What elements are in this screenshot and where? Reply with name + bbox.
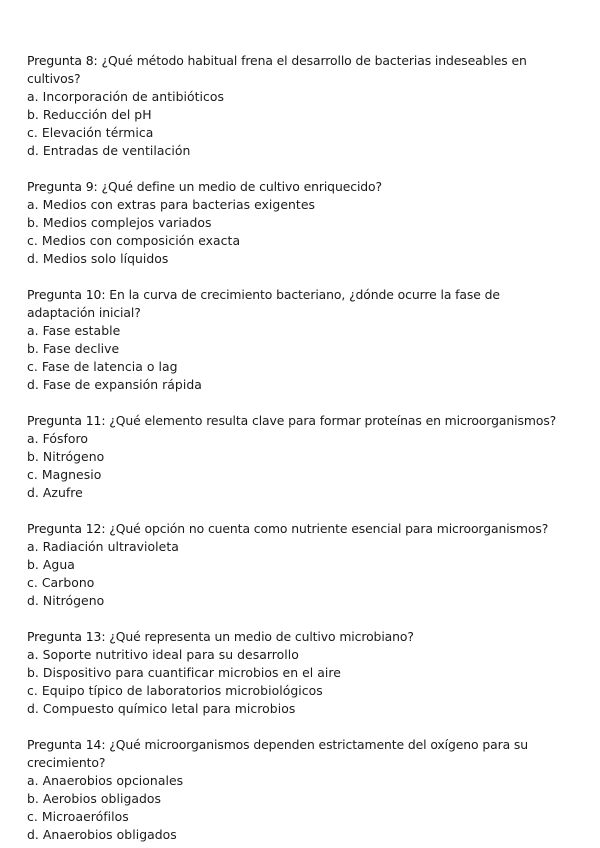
question-text: [27, 736, 570, 772]
question-label: Pregunta 9:: [27, 179, 98, 194]
option-d: d. Medios solo líquidos: [27, 251, 169, 266]
option-a: a. Soporte nutritivo ideal para su desarrollo: [27, 647, 299, 662]
option-list: [27, 196, 570, 268]
question-12: [27, 520, 570, 610]
option-d: d. Nitrógeno: [27, 593, 105, 608]
option-b: b. Nitrógeno: [27, 449, 105, 464]
option-a: a. Anaerobios opcionales: [27, 773, 184, 788]
question-10: [27, 286, 570, 394]
option-c: c. Fase de latencia o lag: [27, 359, 178, 374]
question-body: ¿Qué microorganismos dependen estrictamente del oxígeno para su crecimiento?: [27, 737, 529, 770]
question-body: En la curva de crecimiento bacteriano, ¿dónde ocurre la fase de adaptación inicial?: [27, 287, 500, 320]
option-d: d. Compuesto químico letal para microbios: [27, 701, 296, 716]
option-c: c. Medios con composición exacta: [27, 233, 241, 248]
option-list: [27, 538, 570, 610]
question-8: [27, 52, 570, 160]
option-a: a. Incorporación de antibióticos: [27, 89, 225, 104]
question-body: ¿Qué opción no cuenta como nutriente esencial para microorganismos?: [109, 521, 549, 536]
option-d: d. Anaerobios obligados: [27, 827, 177, 842]
option-list: [27, 88, 570, 160]
option-d: d. Fase de expansión rápida: [27, 377, 202, 392]
question-14: [27, 736, 570, 844]
option-b: b. Medios complejos variados: [27, 215, 212, 230]
question-9: [27, 178, 570, 268]
option-b: b. Dispositivo para cuantificar microbios en el aire: [27, 665, 341, 680]
option-b: b. Aerobios obligados: [27, 791, 162, 806]
question-body: ¿Qué método habitual frena el desarrollo de bacterias indeseables en cultivos?: [27, 53, 527, 86]
option-b: b. Reducción del pH: [27, 107, 152, 122]
question-text: [27, 628, 570, 646]
question-body: ¿Qué representa un medio de cultivo microbiano?: [109, 629, 414, 644]
question-label: Pregunta 10:: [27, 287, 106, 302]
option-a: a. Fase estable: [27, 323, 121, 338]
question-text: [27, 52, 570, 88]
option-b: b. Fase declive: [27, 341, 120, 356]
option-d: d. Entradas de ventilación: [27, 143, 191, 158]
question-13: [27, 628, 570, 718]
option-list: [27, 772, 570, 844]
option-c: c. Elevación térmica: [27, 125, 154, 140]
question-11: [27, 412, 570, 502]
question-text: [27, 286, 570, 322]
option-list: [27, 430, 570, 502]
option-a: a. Radiación ultravioleta: [27, 539, 179, 554]
option-c: c. Equipo típico de laboratorios microbiológicos: [27, 683, 323, 698]
question-body: ¿Qué define un medio de cultivo enriquecido?: [101, 179, 383, 194]
question-body: ¿Qué elemento resulta clave para formar proteínas en microorganismos?: [109, 413, 557, 428]
option-a: a. Medios con extras para bacterias exigentes: [27, 197, 315, 212]
question-label: Pregunta 14:: [27, 737, 106, 752]
question-text: [27, 520, 570, 538]
question-text: [27, 178, 570, 196]
option-d: d. Azufre: [27, 485, 83, 500]
question-label: Pregunta 12:: [27, 521, 106, 536]
option-c: c. Microaerófilos: [27, 809, 129, 824]
question-label: Pregunta 13:: [27, 629, 106, 644]
option-list: [27, 322, 570, 394]
option-c: c. Magnesio: [27, 467, 102, 482]
option-list: [27, 646, 570, 718]
question-label: Pregunta 11:: [27, 413, 106, 428]
question-label: Pregunta 8:: [27, 53, 98, 68]
question-text: [27, 412, 570, 430]
option-a: a. Fósforo: [27, 431, 89, 446]
option-b: b. Agua: [27, 557, 75, 572]
option-c: c. Carbono: [27, 575, 95, 590]
